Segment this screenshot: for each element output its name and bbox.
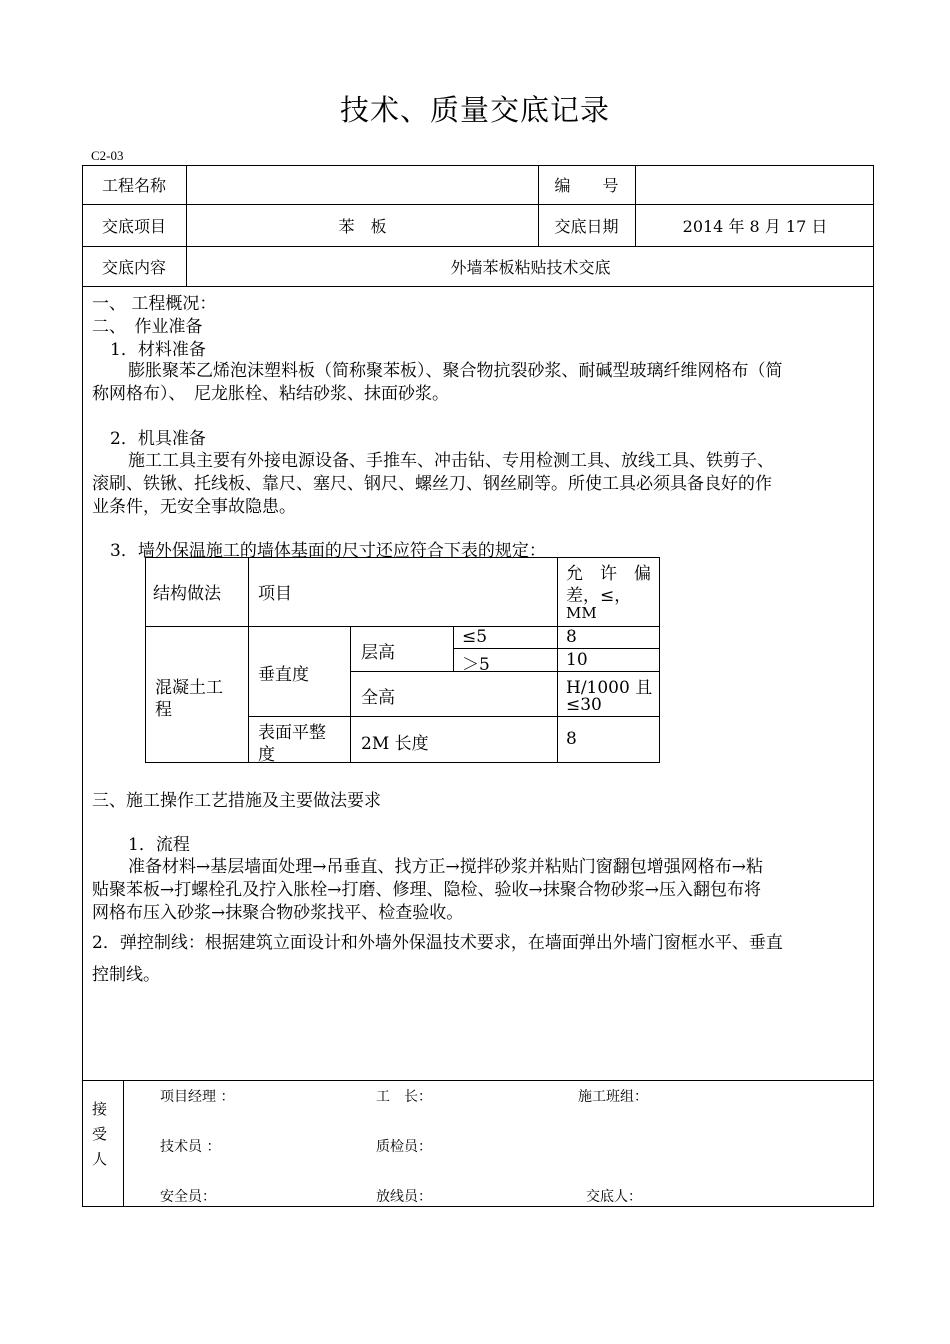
- project-name-value[interactable]: [187, 165, 538, 204]
- content-label: 交底内容: [101, 258, 166, 277]
- full-height-value: H/1000 且: [566, 678, 653, 698]
- section-process: 三、施工操作工艺措施及主要做法要求: [92, 791, 381, 811]
- row-divider: [82, 286, 874, 287]
- receiver-label: 受: [92, 1125, 108, 1143]
- number-label: 编 号: [554, 176, 619, 195]
- content-value: 外墙苯板粘贴技术交底: [450, 258, 611, 277]
- flow-text: 网格布压入砂浆→抹聚合物砂浆找平、检查验收。: [92, 903, 464, 923]
- foreman-signature[interactable]: 工 长：: [376, 1089, 432, 1105]
- table-line: [453, 626, 454, 671]
- col-divider: [123, 1080, 124, 1207]
- method-concrete: 程: [155, 700, 172, 720]
- pm-signature[interactable]: 项目经理 ：: [160, 1089, 235, 1105]
- flow-text: 准备材料→基层墙面处理→吊垂直、找方正→搅拌砂浆并粘贴门窗翻包增强网格布→粘: [128, 857, 763, 877]
- control-line-text: 2．弹控制线：根据建筑立面设计和外墙外保温技术要求，在墙面弹出外墙门窗框水平、垂直: [92, 933, 783, 953]
- subsection-tolerance: 3．墙外保温施工的墙体基面的尺寸还应符合下表的规定：: [110, 541, 546, 561]
- table-line: [350, 626, 351, 763]
- date-value: 2014 年 8 月 17 日: [682, 217, 828, 236]
- full-height-label: 全高: [361, 688, 395, 708]
- flatness-label: 度: [258, 745, 275, 765]
- project-name-label: 工程名称: [101, 176, 166, 195]
- section-overview: 一、 工程概况：: [92, 294, 217, 314]
- vertical-label: 垂直度: [258, 665, 309, 685]
- subsection-tools: 2．机具准备: [110, 429, 206, 449]
- row-divider: [82, 1080, 874, 1081]
- header-tolerance: 差，≤，: [566, 586, 632, 606]
- subsection-flow: 1．流程: [128, 835, 190, 855]
- flatness-label: 表面平整: [258, 723, 326, 743]
- table-line: [248, 716, 660, 717]
- header-item: 项目: [258, 584, 292, 604]
- length-2m-label: 2M 长度: [361, 734, 429, 754]
- tech-signature[interactable]: 技术员 ：: [160, 1139, 221, 1155]
- item-label: 交底项目: [101, 217, 166, 236]
- header-tolerance: 允 许 偏: [566, 564, 651, 584]
- form-code: C2-03: [91, 148, 124, 163]
- control-line-text: 控制线。: [92, 965, 160, 985]
- full-height-value: ≤30: [566, 695, 602, 715]
- table-line: [145, 626, 660, 627]
- tools-text: 滚刷、铁锹、托线板、靠尺、塞尺、钢尺、螺丝刀、钢丝刷等。所使工具必须具备良好的作: [92, 474, 772, 494]
- flatness-value: 8: [566, 729, 577, 749]
- gt5-label: ＞5: [462, 655, 490, 675]
- subsection-materials: 1．材料准备: [110, 340, 206, 360]
- materials-text: 膨胀聚苯乙烯泡沫塑料板（简称聚苯板）、聚合物抗裂砂浆、耐碱型玻璃纤维网格布（简: [128, 361, 783, 381]
- receiver-label: 接: [92, 1100, 108, 1118]
- table-line: [350, 671, 660, 672]
- team-signature[interactable]: 施工班组：: [578, 1089, 648, 1105]
- receiver-label: 人: [92, 1150, 108, 1168]
- header-tolerance: MM: [566, 604, 597, 622]
- tools-text: 施工工具主要有外接电源设备、手推车、冲击钻、专用检测工具、放线工具、铁剪子、: [128, 451, 774, 471]
- flow-text: 贴聚苯板→打螺栓孔及拧入胀栓→打磨、修理、隐检、验收→抹聚合物砂浆→压入翻包布将: [92, 880, 761, 900]
- section-preparation: 二、 作业准备: [92, 317, 203, 337]
- le5-label: ≤5: [462, 627, 488, 647]
- method-concrete: 混凝土工: [155, 678, 223, 698]
- number-value[interactable]: [636, 165, 874, 204]
- materials-text: 称网格布）、 尼龙胀栓、粘结砂浆、抹面砂浆。: [92, 384, 449, 404]
- item-value: 苯 板: [338, 217, 387, 236]
- header-method: 结构做法: [153, 584, 221, 604]
- gt5-value: 10: [566, 650, 588, 670]
- le5-value: 8: [566, 627, 577, 647]
- layout-signature[interactable]: 放线员：: [376, 1189, 432, 1205]
- floor-height-label: 层高: [361, 643, 395, 663]
- safety-signature[interactable]: 安全员：: [160, 1189, 216, 1205]
- tools-text: 业条件，无安全事故隐患。: [92, 497, 296, 517]
- qc-signature[interactable]: 质检员：: [376, 1139, 432, 1155]
- page-title: 技术、质量交底记录: [339, 93, 610, 127]
- date-label: 交底日期: [554, 217, 619, 236]
- discloser-signature[interactable]: 交底人：: [586, 1189, 642, 1205]
- table-line: [557, 557, 558, 763]
